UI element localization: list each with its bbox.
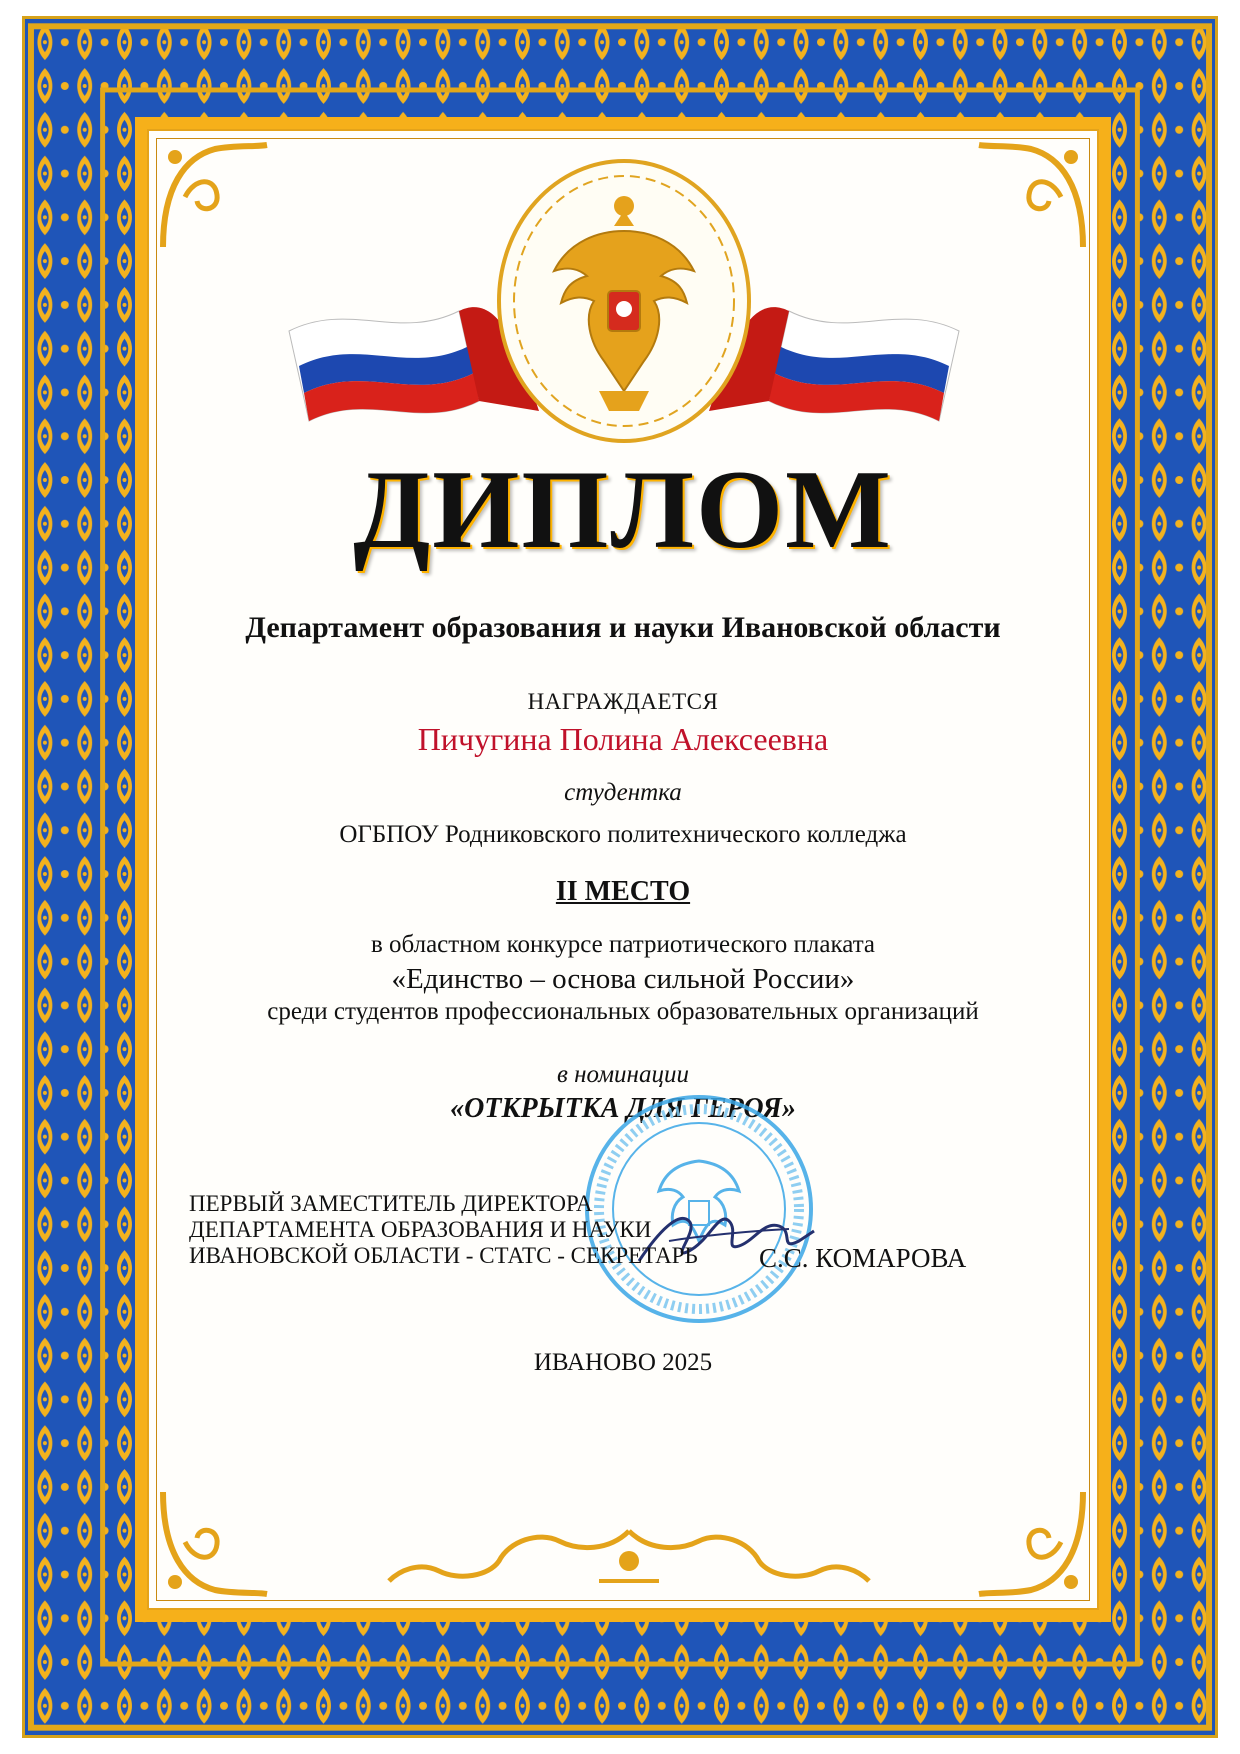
diploma-title: ДИПЛОМ [353,448,893,572]
signatory-title-block [189,1191,698,1269]
contest-line-2: «Единство – основа сильной России» [391,963,855,995]
department-heading: Департамент образования и науки Ивановской области [245,611,1001,644]
emblem-and-flags [269,151,979,481]
award-place: II МЕСТО [555,876,691,907]
signatory-name: С.С. КОМАРОВА [759,1243,967,1273]
awarded-label: НАГРАЖДАЕТСЯ [527,689,719,714]
institution-name: ОГБПОУ Родниковского политехнического колледжа [339,821,907,848]
contest-line-3: среди студентов профессиональных образовательных организаций [267,998,979,1025]
gold-frame [135,117,1111,1622]
nomination-label: в номинации [557,1061,689,1088]
recipient-role: студентка [564,779,682,806]
city-and-year: ИВАНОВО 2025 [533,1349,713,1376]
recipient-name: Пичугина Полина Алексеевна [417,721,829,757]
signatory-title-line-2: ДЕПАРТАМЕНТА ОБРАЗОВАНИЯ И НАУКИ [189,1217,652,1242]
signatory-title-line-3: ИВАНОВСКОЙ ОБЛАСТИ - СТАТС - СЕКРЕТАРЬ [189,1243,698,1268]
diploma-content [149,131,1097,1608]
contest-line-1: в областном конкурсе патриотического плаката [370,931,876,958]
diploma-sheet [22,16,1218,1738]
signatory-title-line-1: ПЕРВЫЙ ЗАМЕСТИТЕЛЬ ДИРЕКТОРА [189,1191,593,1216]
bottom-scroll-ornament [379,1521,879,1596]
nomination-value: «ОТКРЫТКА ДЛЯ ГЕРОЯ» [450,1093,796,1124]
diploma-body [147,129,1099,1610]
